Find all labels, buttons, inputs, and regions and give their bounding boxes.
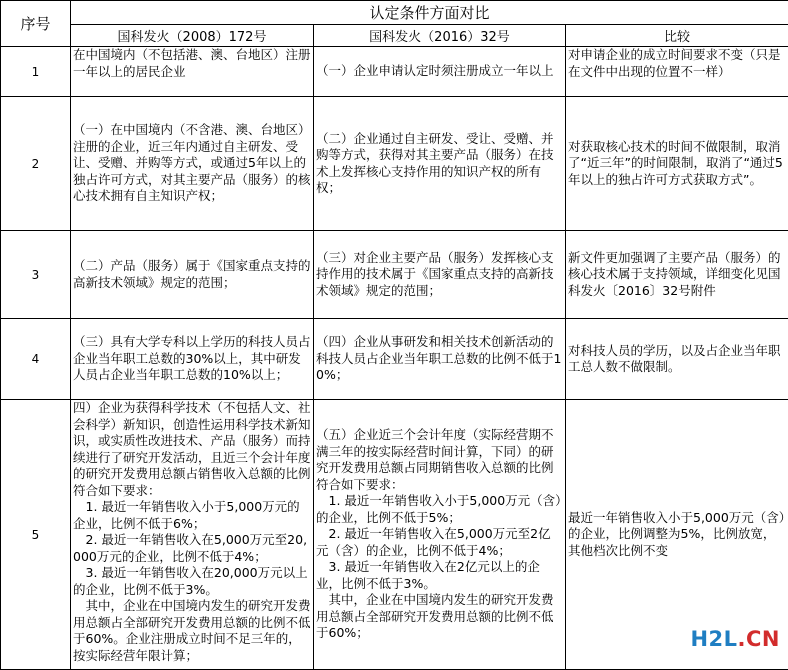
- row-index: 2: [1, 97, 71, 231]
- cell-old: 在中国境内（不包括港、澳、台地区）注册一年以上的居民企业: [71, 47, 314, 97]
- header-new-policy: 国科发火（2016）32号: [314, 25, 566, 47]
- cell-old: 四）企业为获得科学技术（不包括人文、社会科学）新知识，创造性运用科学技术新知识，或实质性改进技术、产品（服务）而持续进行了研究开发活动，且近三个会计年度的研究开发费用总额占销售收入总额的比例符合如下要求： 1. 最近一年销售收入小于5,000万元的企业，比例不低于6%； 2. 最近一年销售收入在5,000万元至20,000万元的企业，比例不低于4%； 3. 最近一年销售收入在20,000万元以上的企业，比例不低于3%。 其中，企业在中国境内发生的研究开发费用总额占全部研究开发费用总额的比例不低于60%。企业注册成立时间不足三年的，按实际经营年限计算；: [71, 400, 314, 670]
- header-index: 序号: [1, 1, 71, 47]
- cell-old: （一）在中国境内（不含港、澳、台地区）注册的企业，近三年内通过自主研发、受让、受赠、并购等方式，或通过5年以上的独占许可方式，对其主要产品（服务）的核心技术拥有自主知识产权；: [71, 97, 314, 231]
- cell-new: （五）企业近三个会计年度（实际经营期不满三年的按实际经营时间计算，下同）的研究开发费用总额占同期销售收入总额的比例符合如下要求： 1. 最近一年销售收入小于5,000万元（含）的企业，比例不低于5%； 2. 最近一年销售收入在5,000万元至2亿元（含）的企业，比例不低于4%； 3. 最近一年销售收入在2亿元以上的企业，比例不低于3%。 其中，企业在中国境内发生的研究开发费用总额占全部研究开发费用总额的比例不低于60%；: [314, 400, 566, 670]
- cell-compare: 对获取核心技术的时间不做限制，取消了“近三年”的时间限制，取消了“通过5年以上的独占许可方式获取方式”。: [566, 97, 788, 231]
- table-row: [1, 400, 788, 670]
- header-group-title: 认定条件方面对比: [71, 1, 788, 25]
- cell-new: （一）企业申请认定时须注册成立一年以上: [314, 47, 566, 97]
- cell-old: （三）具有大学专科以上学历的科技人员占企业当年职工总数的30%以上，其中研发人员占企业当年职工总数的10%以上；: [71, 319, 314, 400]
- cell-old: （二）产品（服务）属于《国家重点支持的高新技术领域》规定的范围；: [71, 231, 314, 319]
- cell-compare: 新文件更加强调了主要产品（服务）的核心技术属于支持领域，详细变化见国科发火〔2016〕32号附件: [566, 231, 788, 319]
- watermark-part-b: .CN: [738, 627, 780, 651]
- table-row: [1, 97, 788, 231]
- cell-new: （四）企业从事研发和相关技术创新活动的科技人员占企业当年职工总数的比例不低于10%；: [314, 319, 566, 400]
- row-index: 5: [1, 400, 71, 670]
- row-index: 4: [1, 319, 71, 400]
- cell-compare: 最近一年销售收入小于5,000万元（含）的企业，比例调整为5%，比例放宽，其他档次比例不变: [566, 400, 788, 670]
- table-row: [1, 319, 788, 400]
- table-row: [1, 231, 788, 319]
- watermark-part-a: H2L: [690, 627, 737, 651]
- header-old-policy: 国科发火（2008）172号: [71, 25, 314, 47]
- header-compare: 比较: [566, 25, 788, 47]
- cell-compare: 对申请企业的成立时间要求不变（只是在文件中出现的位置不一样）: [566, 47, 788, 97]
- row-index: 3: [1, 231, 71, 319]
- cell-compare: 对科技人员的学历，以及占企业当年职工总人数不做限制。: [566, 319, 788, 400]
- site-watermark-logo: [690, 627, 780, 651]
- table-row: [1, 47, 788, 97]
- cell-new: （二）企业通过自主研发、受让、受赠、并购等方式，获得对其主要产品（服务）在技术上发挥核心支持作用的知识产权的所有权；: [314, 97, 566, 231]
- row-index: 1: [1, 47, 71, 97]
- cell-new: （三）对企业主要产品（服务）发挥核心支持作用的技术属于《国家重点支持的高新技术领域》规定的范围；: [314, 231, 566, 319]
